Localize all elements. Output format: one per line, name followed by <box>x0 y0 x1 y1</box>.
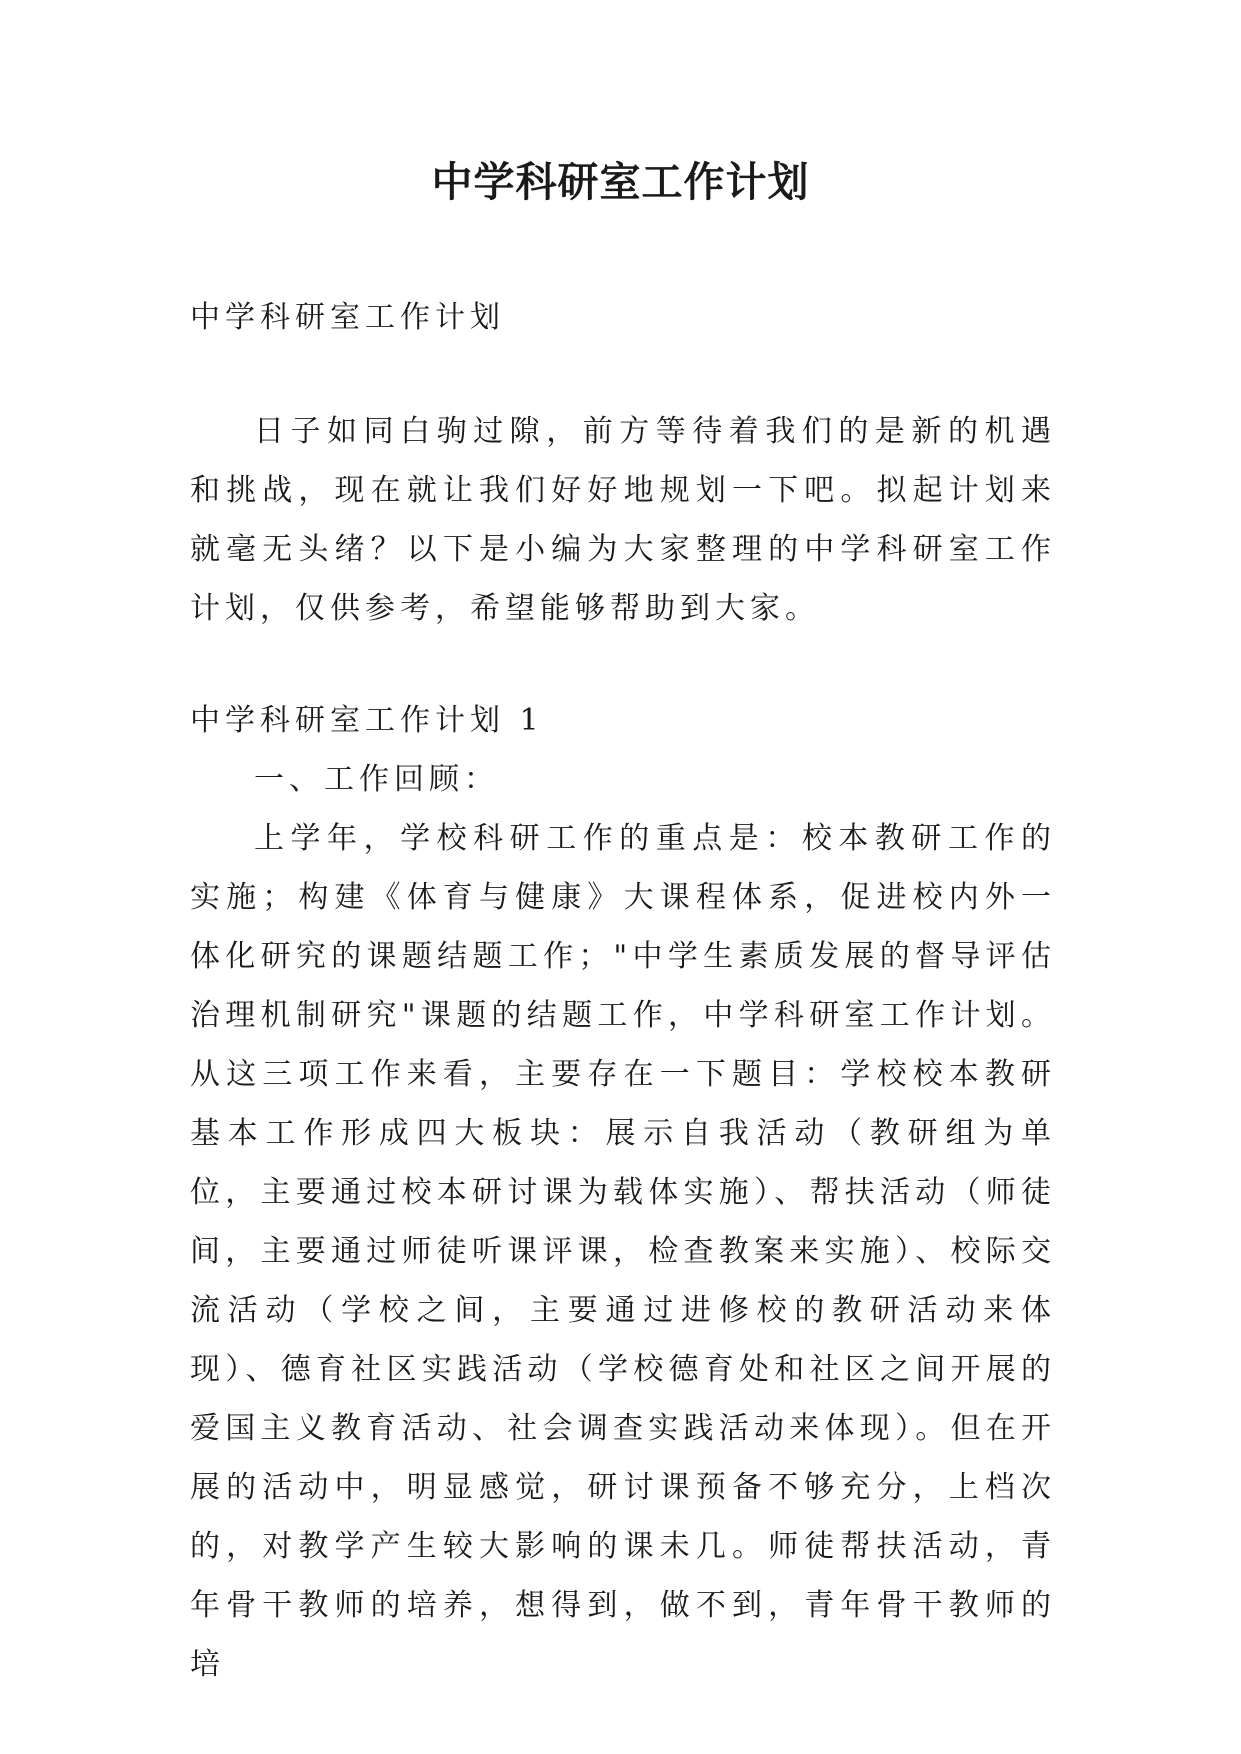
document-subtitle: 中学科研室工作计划 <box>190 300 505 335</box>
intro-paragraph: 日子如同白驹过隙，前方等待着我们的是新的机遇和挑战，现在就让我们好好地规划一下吧。拟起计划来就毫无头绪？以下是小编为大家整理的中学科研室工作计划，仅供参考，希望能够帮助到大家。 <box>190 414 1056 626</box>
review-heading: 一、工作回顾： <box>254 762 499 797</box>
section-heading: 中学科研室工作计划 1 <box>190 703 544 738</box>
document-title: 中学科研室工作计划 <box>431 158 810 206</box>
review-paragraph: 上学年，学校科研工作的重点是：校本教研工作的实施；构建《体育与健康》大课程体系，促进校内外一体化研究的课题结题工作；"中学生素质发展的督导评估治理机制研究"课题的结题工作，中学科研室工作计划。从这三项工作来看，主要存在一下题目：学校校本教研基本工作形成四大板块：展示自我活动（教研组为单位，主要通过校本研讨课为载体实施）、帮扶活动（师徒间，主要通过师徒听课评课，检查教案来实施）、校际交流活动（学校之间，主要通过进修校的教研活动来体现）、德育社区实践活动（学校德育处和社区之间开展的爱国主义教育活动、社会调查实践活动来体现）。但在开展的活动中，明显感觉，研讨课预备不够充分，上档次的，对教学产生较大影响的课未几。师徒帮扶活动，青年骨干教师的培养，想得到，做不到，青年骨干教师的培 <box>190 821 1056 1682</box>
